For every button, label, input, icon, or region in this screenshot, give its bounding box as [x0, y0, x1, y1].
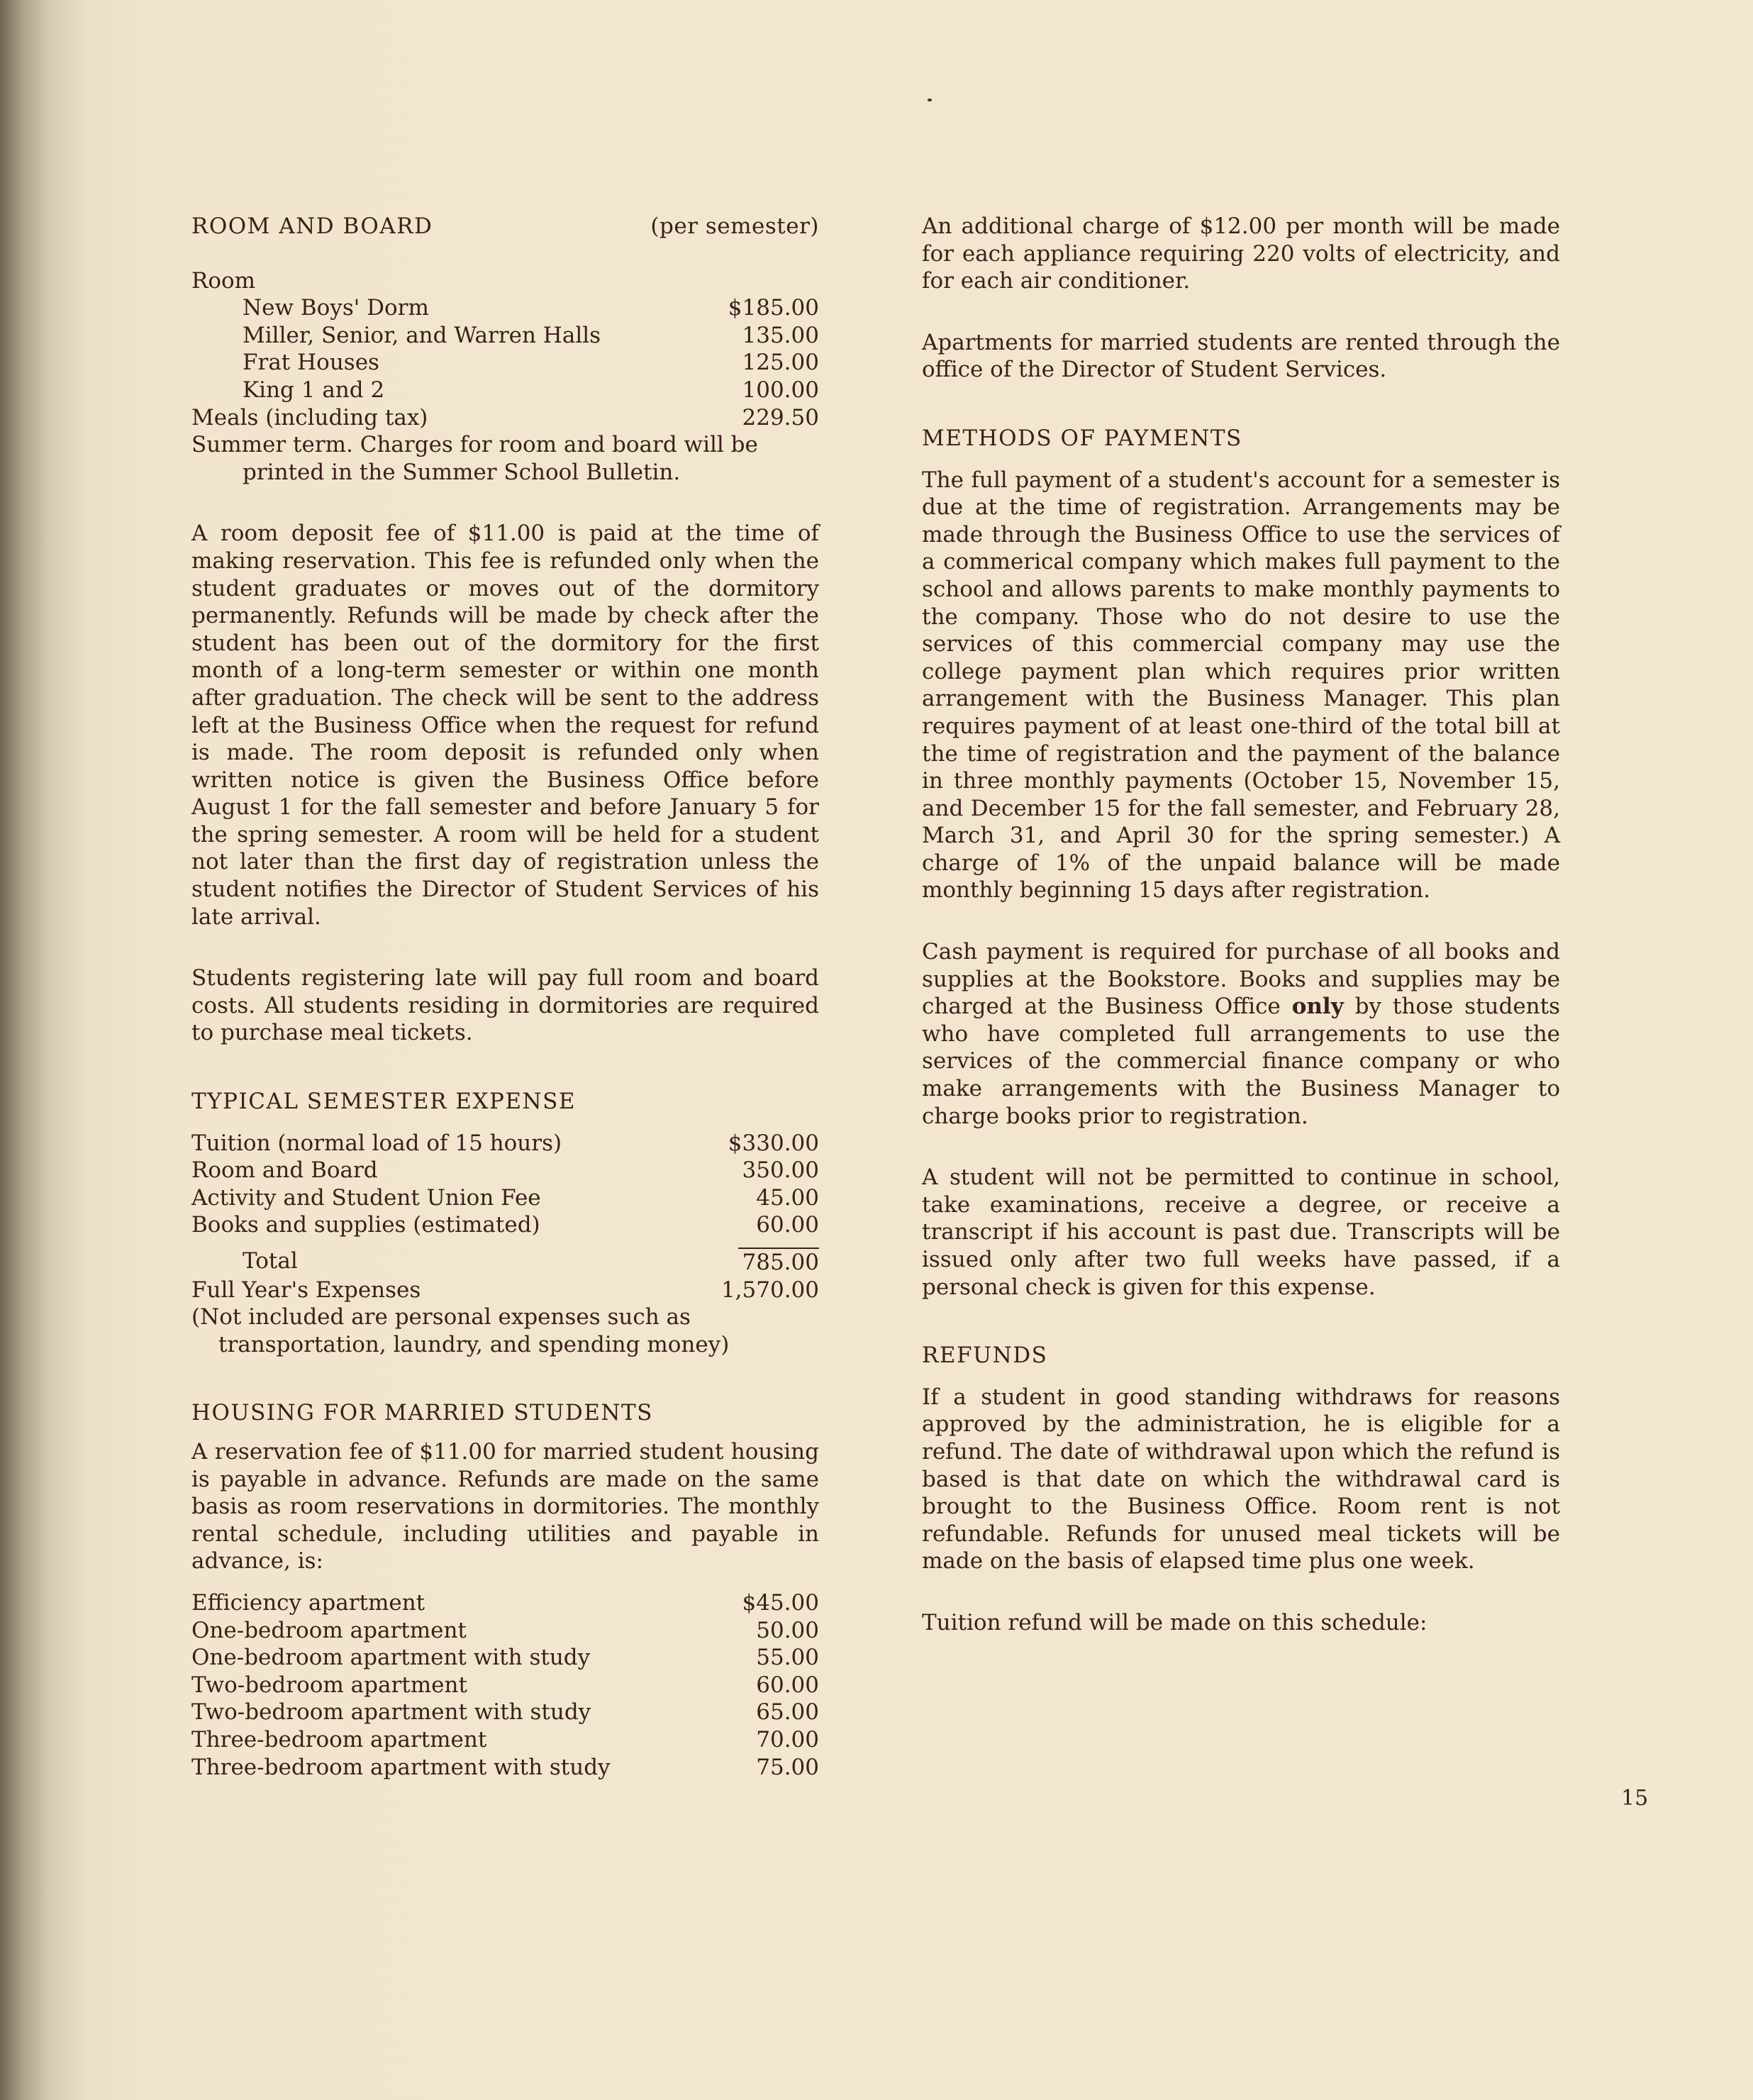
expense-row: Room and Board 350.00 — [191, 1157, 819, 1184]
deposit-paragraph: A room deposit fee of $11.00 is paid at the time of making reservation. This fee is refunded only when the student graduates or moves out of the dormitory permanently. Refunds will be made by check after the student has been out of the dormitory for the first month of a long-term semester or within one month after graduation. The check will be sent to the address left at the Business Office when the request for refund is made. The room deposit is refunded only when written notice is given the Business Office before August 1 for the fall semester and before January 5 for the spring semester. A room will be held for a student not later than the first day of registration unless the student notifies the Director of Student Services of his late arrival. — [191, 521, 819, 930]
room-board-heading-row — [191, 213, 819, 240]
methods-paragraph: The full payment of a student's account for a semester is due at the time of registration. Arrangements may be made through the Business Office to use the services of a commerical company which makes full payment to the school and allows parents to make monthly payments to the company. Those who do not desire to use the services of this commercial company may use the college payment plan which requires prior written arrangement with the Business Manager. This plan requires payment of at least one-third of the total bill at the time of registration and the payment of the balance in three monthly payments (October 15, November 15, and December 15 for the fall semester, and February 28, March 31, and April 30 for the spring semester.) A charge of 1% of the unpaid balance will be made monthly beginning 15 days after registration. — [922, 467, 1560, 904]
room-row: Frat Houses 125.00 — [243, 350, 819, 376]
apartments-paragraph: Apartments for married students are rented through the office of the Director of Student Services. — [922, 329, 1560, 383]
room-row: King 1 and 2 100.00 — [243, 377, 819, 403]
methods-heading: METHODS OF PAYMENTS — [922, 425, 1242, 451]
typical-expense-heading: TYPICAL SEMESTER EXPENSE — [191, 1089, 576, 1115]
left-column — [191, 213, 819, 1781]
expense-row: Books and supplies (estimated) 60.00 — [191, 1212, 819, 1238]
refunds-heading: REFUNDS — [922, 1343, 1048, 1369]
per-semester-label: (per semester) — [650, 213, 819, 239]
apartment-row: Two-bedroom apartment with study 65.00 — [191, 1699, 819, 1726]
permit-paragraph: A student will not be permitted to continue in school, take examinations, receive a degree, or receive a transcript if his account is past due. Transcripts will be issued only after two full weeks have passed, if a personal check is given for this expense. — [922, 1165, 1560, 1300]
meals-row: Meals (including tax) 229.50 — [191, 404, 819, 430]
late-registration-paragraph: Students registering late will pay full room and board costs. All students residing in dormitories are required to purchase meal tickets. — [191, 965, 819, 1046]
summer-note: Summer term. Charges for room and board will be printed in the Summer School Bulletin. — [191, 432, 758, 485]
expense-row: Tuition (normal load of 15 hours) $330.00 — [191, 1130, 819, 1156]
room-board-heading: ROOM AND BOARD — [191, 213, 433, 239]
expense-note: (Not included are personal expenses such as transportation, laundry, and spending money) — [191, 1304, 730, 1357]
appliance-paragraph: An additional charge of $12.00 per month will be made for each appliance requiring 220 volts of electricity, and for each air conditioner. — [922, 213, 1560, 294]
apartment-row: Three-bedroom apartment with study 75.00 — [191, 1754, 819, 1780]
room-label: Room — [191, 267, 256, 294]
tuition-refund-line: Tuition refund will be made on this schedule: — [922, 1609, 1428, 1635]
ink-speck — [928, 99, 932, 101]
apartment-row: One-bedroom apartment with study 55.00 — [191, 1645, 819, 1671]
room-row: New Boys' Dorm $185.00 — [243, 295, 819, 321]
married-housing-heading: HOUSING FOR MARRIED STUDENTS — [191, 1400, 653, 1426]
expense-row: Activity and Student Union Fee 45.00 — [191, 1184, 819, 1211]
apartment-row: Three-bedroom apartment 70.00 — [191, 1726, 819, 1752]
right-column — [922, 213, 1560, 1637]
refunds-paragraph: If a student in good standing withdraws for reasons approved by the administration, he is eligible for a refund. The date of withdrawal upon which the refund is based is that date on which the withdrawal card is brought to the Business Office. Room rent is not refundable. Refunds for unused meal tickets will be made on the basis of elapsed time plus one week. — [922, 1384, 1560, 1574]
cash-paragraph: Cash payment is required for purchase of all books and supplies at the Bookstore. Books and supplies may be charged at the Business Office only by those students who have completed full arrangements to use the services of the commercial finance company or who make arrangements with the Business Manager to charge books prior to registration. — [922, 939, 1561, 1129]
married-housing-paragraph: A reservation fee of $11.00 for married student housing is payable in advance. Refunds are made on the same basis as room reservations in dormitories. The monthly rental schedule, including utilities and payable in advance, is: — [191, 1438, 819, 1574]
only-emphasis: only — [1291, 994, 1344, 1020]
page-number: 15 — [1621, 1786, 1649, 1811]
apartment-row: Two-bedroom apartment 60.00 — [191, 1672, 819, 1698]
room-row: Miller, Senior, and Warren Halls 135.00 — [243, 322, 819, 348]
apartment-row: Efficiency apartment $45.00 — [191, 1589, 819, 1616]
total-amount: 785.00 — [738, 1248, 819, 1277]
full-year-row: Full Year's Expenses 1,570.00 — [191, 1277, 819, 1303]
apartment-row: One-bedroom apartment 50.00 — [191, 1617, 819, 1643]
total-row: Total 785.00 — [243, 1248, 819, 1275]
